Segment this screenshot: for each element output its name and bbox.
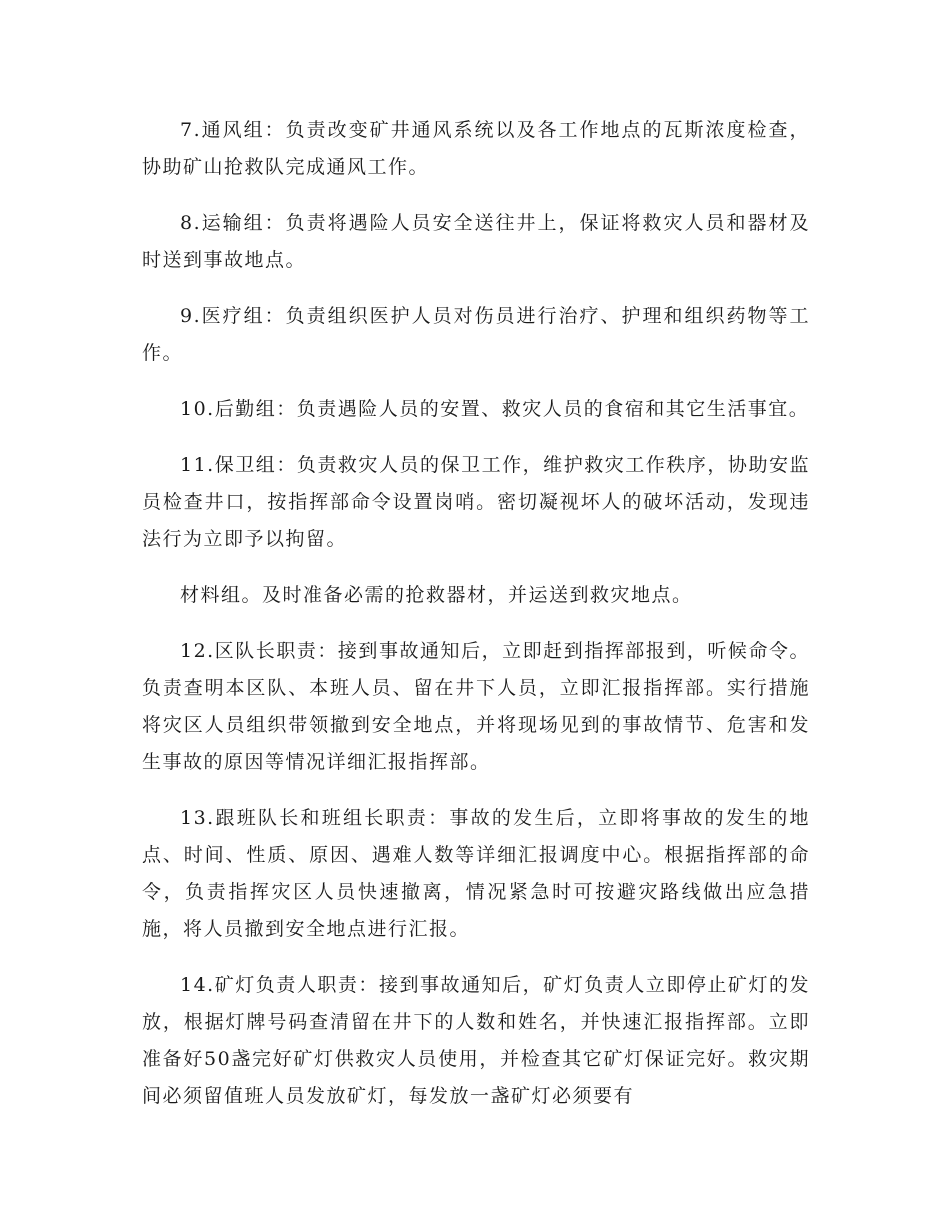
paragraph-transport-group: 8.运输组：负责将遇险人员安全送往井上，保证将救灾人员和器材及时送到事故地点。: [142, 212, 810, 271]
paragraph-lamp-manager-duties: 14.矿灯负责人职责：接到事故通知后，矿灯负责人立即停止矿灯的发放，根据灯牌号码查清留在井下的人数和姓名，并快速汇报指挥部。立即准备好50盏完好矿灯供救灾人员使用，并检查其它矿灯保证完好。救灾期间必须留值班人员发放矿灯，每发放一盏矿灯必须要有: [142, 974, 810, 1107]
paragraph-medical-group: 9.医疗组：负责组织医护人员对伤员进行治疗、护理和组织药物等工作。: [142, 305, 810, 364]
paragraph-logistics-group: 10.后勤组：负责遇险人员的安置、救灾人员的食宿和其它生活事宜。: [180, 398, 810, 420]
paragraph-ventilation-group: 7.通风组：负责改变矿井通风系统以及各工作地点的瓦斯浓度检查，协助矿山抢救队完成通风工作。: [142, 119, 810, 178]
document-body: [142, 112, 810, 1134]
paragraph-shift-leader-duties: 13.跟班队长和班组长职责：事故的发生后，立即将事故的发生的地点、时间、性质、原因、遇难人数等详细汇报调度中心。根据指挥部的命令，负责指挥灾区人员快速撤离，情况紧急时可按避灾路线做出应急措施，将人员撤到安全地点进行汇报。: [142, 807, 810, 940]
paragraph-district-leader-duties: 12.区队长职责：接到事故通知后，立即赶到指挥部报到，听候命令。负责查明本区队、本班人员、留在井下人员，立即汇报指挥部。实行措施将灾区人员组织带领撤到安全地点，并将现场见到的事故情节、危害和发生事故的原因等情况详细汇报指挥部。: [142, 640, 810, 773]
paragraph-security-group: 11.保卫组：负责救灾人员的保卫工作，维护救灾工作秩序，协助安监员检查井口，按指挥部命令设置岗哨。密切凝视坏人的破坏活动，发现违法行为立即予以拘留。: [142, 454, 810, 550]
paragraph-materials-group: 材料组。及时准备必需的抢救器材，并运送到救灾地点。: [180, 584, 693, 606]
